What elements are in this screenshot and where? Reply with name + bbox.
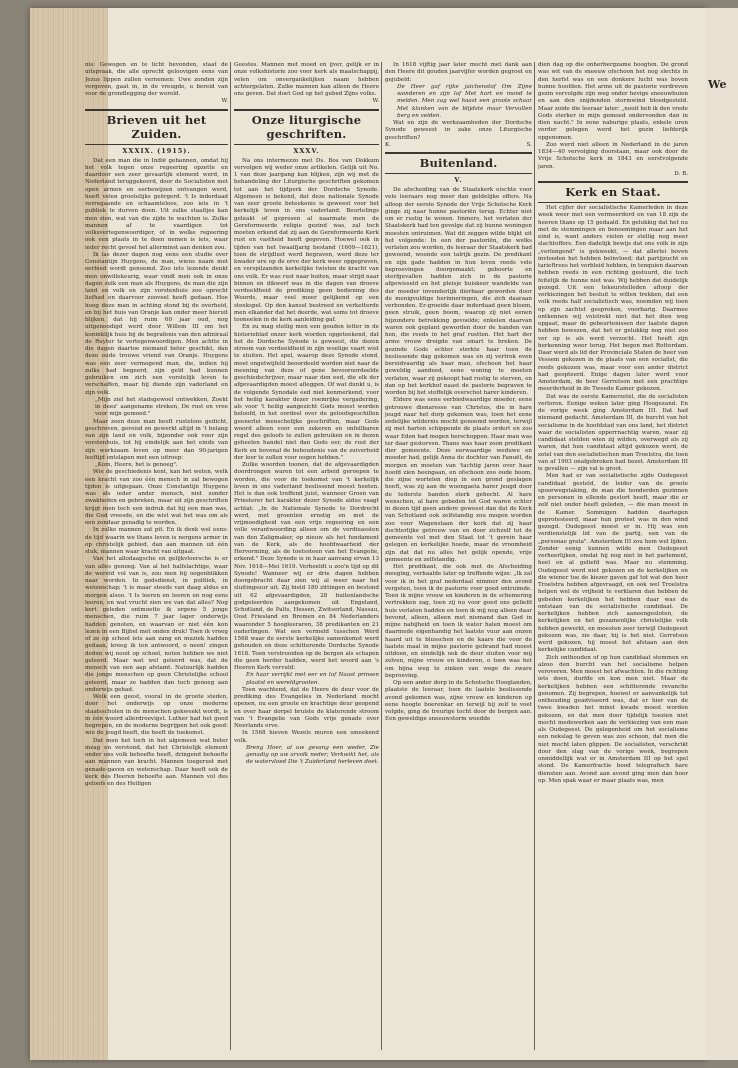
- signature: D. B.: [674, 170, 688, 177]
- section-subtitle: XXXV.: [293, 146, 320, 155]
- divider: [234, 109, 379, 111]
- paragraph: Men had er van socialistische zijde Oudegeest candidaat gesteld, de leider van de groote spoorwegstaking, de man die honderden gezinnen en personen in ellende gestort heeft, maar die er zelf niet onder heeft geleden, — die man moest in de Kamer. Sommigen hadden daartegen geprotesteerd, maar hun protest was in den wind gezegd. Oudegeest moest er in. Hij was een verdienstelijk lid van de partij, een van de „personae grata". Amsterdam III zou hem wel lijden. Zonder eenig kunnen wilde men Oudegeest verheerlijken, omdat hij nog niet in het parlement, heel en al geliefd was. Maar nu stemming. Oudegeest werd niet gekozen en de kerkelijken en die wiener toe de kiezer gaven gaf tot wat den heer Troelstra hebben afgevraagd, en ook wel Troelstra helpen wel de vrijheid te verklaren dan hebben de gebeden kerkelijken het hebben daar was de ontstaan van de socialistische candidaat. De kerkelijken hebben zich aaneengesloten, de kerkelijken en het gezamenlijke christelijke volk hebben gewerkt, en moesten zeer terwijl Oudegeest gekozen was, zie daar, hij is het niet. Gerretson werd gekozen, hij moest het afstaan aan den kerkelijke candidaat.: [538, 473, 688, 654]
- divider: [538, 202, 688, 203]
- divider: [234, 144, 379, 145]
- paragraph: Wie de geschiedenis kent, kan het weten, welk een kracht van zoo één mensch in zal bewogen tijden is uitgegaan. Onze Constantijn Huygens was als ieder ander mensch, niet zonder zwakheden en gebreken, maar uit zijn geschriften krijgt men toch een indruk dat hij een man was, die God vreesde, en die wist wat het was om als een zondaar genadig te worden.: [85, 469, 228, 526]
- signature: W.: [372, 98, 379, 105]
- column-rule: [381, 62, 382, 1050]
- divider: [85, 109, 228, 111]
- column-4: [538, 62, 688, 1050]
- signature: S.: [526, 141, 532, 148]
- paragraph: Maar zeen deze man heeft rusteloos gedicht, geschreven, gereisd en gewerkt altijd in 't belang van zijn land en volk, bijzonder ook voor zijn vorstenhuis, tot hij eindelijk aan het einde van zijn werkzaam leven op meer dan 90-jarigen leeftijd ontslapen met een uitroep:: [85, 418, 228, 461]
- paragraph: Zulke woorden toonen, dat de afgevaardigden doordrongen waren tot een arbeid geroepen te worden, die voor de toekomst van 't kerkelijk leven in ons vaderland beslissend moest heeten. Het is dan ook treffend juist, wanneer Groen van Prinsterer het karakter dezer Synode aldus vaagt achtat: „In de Nationale Synode te Dordrecht werd, met groenten ernstig en met de vrijmoedigheid van een vrije regeering en een volle verantwoording alleen om de verdieassten van den Zaligmaker, op nieuw als het fundament van de Kerk, als de hoofdwaarheid der Hervorming, als de toetssteen van het Evangelie, erkend." Deze Synode is in haar aanvang ervan 13 Nov. 1618—Mei 1619. Verbeeldt u zoo'n tijd op dit Synode! Wanneer wij er drie dagen hebben doorgebracht daar zien wij al weer naar het sluitingsuur uit. Zij hield 180 zittingen en bestond uit 62 afgevaardigden, 28 buitenlandsche godgeleerden aangekomen uit Engeland, Schotland, de Palts, Hessen, Zwitserland, Nassau, Oost Friesland en Bremen en 84 Nederlanders waaronder 5 hoogleeraren, 38 predikanten en 21 ouderlingen. Wat een vermeld tusschen Werd 1568 waar de eerste kerkelijke samenkomst werd gehouden en deze schitterende Dordsche Synode 1618. Toen verstrooiden op de bergen als schapen die geen herder hadden, werd het woord aan 's Heeren Kerk vervuld:: [234, 462, 379, 671]
- paragraph: Dat was de eerste Kamerzetel, die de socialisten verloren. Eenige weken later ging Hoogezand. En de vorige week ging Amsterdam III. Dat had niemand gedacht. Amsterdam III, de burcht van het socialisme in de hoofdstad van ons land, het district waar de socialisten opperrnachtig waren, waar zij candidaat stelden wien zij wilden, overwegd als zij waren, dat hun candidaat altijd gekozen werd, de zetel van den socialistischen man Troelstra, die toen van af 1903 onafgebroken had bezet. Amsterdam III is gevallen — zijn val is groot.: [538, 393, 688, 472]
- column-3: [385, 62, 532, 1050]
- signature-line: [385, 142, 532, 149]
- paragraph: En zu mag stellig men een gouden letter in de historieblad onzer kerk worden opgeteekend, dat het de Dordsche Synode is geweest, die dezen stroom van verdeeldheid in zijn woelige vaart wist te stuiten. Het spel, waarop deze Synode stond, moet ongetwijfeld beoordeeld worden niet naar de meening van deze of gene bevooroordeelde geschiedschrijver, maar naar den eed, die elk der afgevaardigden moest afleggen. Of wat dunkt u, is de volgende Synodale eed niet kenmerkend, voor het heilig karakter dezer roemrijke vergadering, als voor 't heilig aangezicht Gods moest worden beloofd, in het oordeel over de geloofsgeschillen geenerlei menschelijke geschriften, maar Gods woord alleen voor een zekeren en onfeilbaren regel des geloofs te zullen gebruiken en in dezen geheelen handel niet dan Gods eer, de rust der Kerk en bovenal de behoudenis van de zuiverheid der leer te zullen voor oogen hebben.": [234, 324, 379, 461]
- paragraph: nis: Gewogen en te licht bevonden, staat de uitspraak, die alle oprecht geloovigen eens van Jezus lippen zullen vernemen: Uwe zonden zijn vergeven, gaat in, in de vreugde, u bereid van voor de grondlegging der wereld.: [85, 62, 228, 97]
- paragraph: Dat een man die in Indië gebannen, omdat hij het volk tegen onze regeering opzette en daardoor een zeer gevaarlijk element werd, in Nederland teruggekeerd, door de Socialisten met open armen en eerbewijzen ontvangen werd, heeft velen grootelijks geërgerd. 't Is inderdaad verregaande en schaamteloos, zoo iets in 't publiek te durven doen. Uit zulke staaltjes kan men zien, wat van die zijde te wachten is. Zulke mannen af te vaardigen tot volksvertegenwoordiger, of in welke regeering ook een plaats in te doen nemen is iets, waar ieder recht gevoel het allerminst aan denken zou.: [85, 157, 228, 251]
- paragraph: Eldere was eene eerbiedwaardige moeder, eene getrouwe dienaresse van Christus, die in hare jeugd naar het dorp gekomen was, toen het eene zedelijke wildernis mocht genoemd worden, terwijl zij met harten schippende de plaats ordert en zoo waar Eden had mogen herschoppen. Haar man was ter daar gestorven. Thans was haar zoon predikant dier gemeente. Deze eerwaardige weduwe en moeder had, gelijk Anna de dochter van Fanuël, de morgen en moeten van 'tachtig jaren over haar hoofd zien heengaan, en ofschoon zoo oude boom, die zijne wortelen diep in een grond geslagen heeft, was zij aan de woongaeta harer jeugd door de tederste banden sterk gehecht. Al hare wenschen, al hare gebeden tot God waren echter in dezen tijd geen andere geweest dan dat de Kerk van Schotland ook zelfstandig zou mogen worden zoo voor Wagenstaan der kerk dat zij haar dochterlijke getrouw van en door zichzelf tot de gemeente vol met den Staat tot 't gerein haar gelegen en kerkelijke hoede, maar de vroomheid zijn dat dat nu alles het gelijk opende, vrije gemeente en zelfstandig.: [385, 397, 532, 563]
- adjacent-page-edge: [706, 8, 738, 1060]
- paragraph: Wat en zijn de werkzaamheden der Dordsche Synode geweest in zake onze Liturgische geschriften?: [385, 120, 532, 141]
- paragraph: In zulke mannen zat pit. En ik denk wel eens: de tijd waarin we thans leven is nergens armer in op christelijk gebied, dan aan mannen uit één stuk, mannen waar kracht van uitgaat.: [85, 527, 228, 555]
- signature: K.: [385, 141, 391, 148]
- section-title: Onze liturgische geschriften.: [251, 112, 362, 141]
- section-subtitle: V.: [454, 176, 463, 184]
- poem: En haar verrijkt met eer en lof Naast prinsen plaatst en wereldgrooten.: [246, 672, 379, 686]
- section-title: Kerk en Staat.: [565, 185, 661, 199]
- paragraph: Welk een geest, vooral in de groote steden, door het onderwijs op onze moderne staatsscholen in de menschen gekweekt wordt, is in één woord allerdroevigst. Luther had het goed begrepen, en de moderne begrijpen het ook goed: wie de jeugd heeft, die heeft de toekomst.: [85, 694, 228, 737]
- column-2: [234, 62, 379, 1050]
- paragraph: In 1618 vijftig jaar later mocht met dank aan den Heere dit gouden jaarvijfer worden gegroet en gejubeld:: [385, 62, 532, 83]
- paragraph: De afscheiding van de Staatskerk eischte voor vele leeraars nog meer dan geldelijke offers. Na afloop der eerste Synode der Vrije Schotsche Kerk ginge zij naar hunne pastoriën terug. Echter niet om er rustig te wonen. Immers, het verlaten der Staatskerk had ten gevolge dat zij hunne woningen moesten ontruimen. Wat dit zeggen wilde blijkt uit het volgende: In een der pastoriën, die welks verlaten zou worden, de leeraar der Staatskerk had gewoond, woonde een talrijk gezin. De predikant en zijn gade hadden in hun leven reeds vele beproevingen doorgemaakt; geboorte en sterfgevallen hadden zich in de pastorie afgewisseld en het pleisje huiskeer wandelde van der moeder invenderlijk dierbaar geworden door de menigvuldige herinneringen, die zich daaraan verbonden. Er-groeide daar inderdaad geen bloem, geen struik, geen boom, waarop zij niet eenen bijzondere betrekking gevoelde; enkelen daarvan waren ook geplant geworden door de handen van hen, die reeds in het graf rustten. Het hart der arme vrouw dreigde van smart te breken. De gezinde Gods echter sterkte haar toen de beslissende dag gekomen was en zij vertrok even bereidvaardig als haar man, ofschoon het haar geweldig aandeed, eene woning te moeten verlaten, waar zij gekoopt had rustig te sterven, en dan op het kerkhof naast de pastorie begraven te worden bij het stoffelijk overschot harer kinderen.: [385, 187, 532, 396]
- quote: „Mijn ziel het stadsgewoel ontwekken, Zoekt in deez' aangename streken, De rust en vree voor mijn gemoed.": [95, 396, 228, 418]
- poem: Breng Hoer, al uw gevang een weder, Zie genadig op uw arvolk neder; Verkwikt het, als de watervloed Die 't Zuiderland herleven doet.: [246, 744, 379, 766]
- divider: [538, 181, 688, 183]
- poem: De Heer gaf rijke jaichenstof Om Zijne wonderen en zijn lof Met hart en mond te meldsn. Men zag wel haast een groote schaar Met klanken van de blijdste maar Vervullen berg en velden.: [397, 83, 532, 119]
- quote: „Kom, Heere, het is genoeg".: [95, 462, 178, 468]
- paragraph: Ik las dezer dagen nog eens een studie over Constantijn Huygens, de man, wiens naam met eerbied wordt genoemd. Zoo iets lezende denkt men onwillekeurig, waar vindt men ook in onze dagen zulk een man als Huygens, de man die zijn land en volk en zijn vorstenhuis zoo oprecht liefhad en daarvoor zooveel heeft gedaan. Hoe hoog deze man in achting stond bij de overheid, en bij het huis van Oranje kan onder meer hieruit blijken, dat hij ruim 60 jaar oud, nog uitgenoodigd werd door Willem III om het koninklijk huis bij de begrafenis van den admiraal de Ruyter te vertegenwoordigen. Men achtte in die dagen daartoe niemand beter geschikt, dan deze oude trouwe vriend van Oranje. Huygens was een zeer vermogend man, die, indien hij zulks had begeerd, zijn geld had kunnen gebruiken om zich een vorstelijk leven te verschaffen, maar hij diende zijn vaderland en zijn volk.: [85, 251, 228, 396]
- column-rule: [230, 62, 231, 1050]
- paragraph: dien dag op die onherbergzame hoogten. De grond was wit van de sneeuw ofschoon het nog slechts in den herfst was en een donkere lucht was boven hunne hoofden. Het arme uit de pastorie verdreven gezin vervolgde zijn weg onder hevige sneeuwbuien en aan den snijdenden stormwind bloedgesteld. Maar zoide die leeraar later: „nooit heb ik den vrede Gods sterker in mijn gemoed ondervonden dan in dien nacht." In eene naburige plaats, enkele uren verder gelegen werd het gezin liefderijk opgenomen.: [538, 62, 688, 141]
- paragraph: Op een ander dorp in de Schotsche Hooglanden, plaatste de leeraar, toen de laatste beslissende avond gekomen was, zijne vrouw en kinderen op eene hoogte boerenkar en terwijl hij zelf te voet volgde, ging de treurige tocht door de bergen aan. Een geweldige sneeuwstorm woedde: [385, 680, 532, 723]
- paragraph: Van het allodaagsche en gelijkvloersche is er van alles genoeg. Van al het halfslachtige, waar de wereld vol van is, zou men bij oogenblikken naar worden. In godsdienst, in politiek, in wetenschap; 't is maar steeds van daag aldus en morgen alsoo. 't Is leeren en leeren en nog eens leeren, en wat vrucht zien we van dat alles? Nog kort geleden ontmoette ik ergens 5 jonge menschen, die ruim 7 jaar lager onderwijs hadden genoten, en waarvan er niet één kon lezen in een Bijbel met onden druk! Toen ik vroeg of ze op school iets aan zang en muziek hadden gedaan, kreeg ik ten antwoord, o neen! zingen deden wij nooit op school, noten hebben we niet geleerd. Maar wat wel geleerd was, dat de mensch van een aap afstamt. Natuurlijk hadden die jonge menschen op geen Christelijke school geleerd, maar ze hadden dan toch genoeg aan onderwijs gehad.: [85, 556, 228, 693]
- paragraph: Het cijfer der socialistische Kamerleden in deze week weer met een vermeerderd en van 18 zijn de heeren thans op 15 gedaald. En gelukkig dat het nu met de stemmingen en benoemingen maar aan het eind is, want anders vielen er stellig nog meer slachtoffers. Een dadelijk bewijs dat ons volk in zijn „verlengend" is gekweekt, — dat allerlei boven invloeden het hebben beïnvloed; dat partijzucht en tarieftrees het verbleid hebben, in tenquien daarvan hebben reeds in een richting gestuurd, die toch feitelijk de hunne niet was. Wij hebben dat duidelijk gezegd. Uit een tekeurstelleden afloop der verkiezingen het besluit te willen trekken, dat een volk reeds half socialistisch was, noemden wij toen op zijn zachtst gesproken, voorbarig. Daarmee ontkennen wij volstrekt niet dat het dien weg opgaat, maar de gebeurtenissen der laatste dagen hebben bewezen, dat het er gelukkig nog niet zoo ver op is als werd verzocht. Het heeft zijn herkenning weer terug. Het begon met Rotterdam. Daar werd als lid der Provinciale Staten de heer van Vessem gekozen in de plaats van een socialist, die reeds gekozen was, maar voor een ander district had geopteerd. Enige dagen later werd voor Amsterdam, de heer Gerretson met een prachtige meerderheid in de Tweede Kamer gekozen.: [538, 205, 688, 393]
- paragraph: In 1568 hieven Wezels muren een smeekend volk.: [234, 730, 379, 744]
- section-title: Brieven uit het Zuiden.: [106, 112, 207, 141]
- divider: [85, 144, 228, 145]
- paragraph: Na ons intermezzo met Ds. Bos van Dokkum vervolgen wij weder onze artikelen. Gelijk uit No. 1 van deze jaargang kan blijken, zijn wij met de behandeling der Liturgische geschriften gekomen tot aan het tijdperk der Dordsche Synode. Algemeen is bekend, dat deze nationale Synode van zeer groote beteekenis is geweest voor het kerkelijk leven in ons vaderland. Beurtelings geleakt of gepresen al naarmate men de Gereformeerde religie gezind was, zal toch moeten erkend dat zij aan de Gereformeerde Kerk rust en vastheid heeft gegeven. Hoewel ook in tijden van het twaalfjarig bestand (1609—1621), toen de strijdlust werd begraven, werd deze ter kwader ure op de erve der kerk weer opgegraven, en verspilzanden kerkelijke twisten de kracht van ons volk. Er was rust naar buiten, maar strijd naar binnen en dikwerf was in die dagen van droeve verdeeldheid de prediking geen bediening des Woords, maar veel meer gelijkend op een steekspel. Op den kansel bestreed en verketterde men elkander dat het deerde, wat soms tot droeve tooneelen in de kerk aanleiding gaf.: [234, 157, 379, 323]
- paragraph: Zoo werd niet alleen in Nederland in de jaren 1834—40 vervolging doorstaan, maar ook door de Vrije Schotsche kerk in 1843 en eerstvolgende jaren.: [538, 141, 688, 170]
- divider: [385, 173, 532, 174]
- section-subtitle: XXXIX. (1915).: [122, 146, 191, 155]
- section-title: Buitenland.: [419, 156, 498, 170]
- column-rule: [534, 62, 535, 1050]
- paragraph: Toen wachtend, dat de Heere de deur voor de prediking des Evangelies in Nederland mocht openen, nu een groote en krachtige deur geopend en over haar dorpel bruiste de klaterende stroom van 't Evangelie van Gods vrije genade over Neerlands erve.: [234, 686, 379, 729]
- adjacent-page-heading: We: [708, 78, 727, 91]
- column-1: [85, 62, 228, 1050]
- paragraph: Dat men het toch in het algemeen wat beter inzag en verstond, dat het Christelijk element onder ons volk behoefte heeft, dringend behoefte aan mannen van kracht. Mannen toegerust met genade-gaven en wetenschap. Daar heeft ook de kerk des Heeren behoefte aan. Mannen vol des geloofs en des Heiligen: [85, 737, 228, 787]
- paragraph: Geestes. Mannen met moed en ijver, gelijk er in onze volkshistorie zoo voor kerk als maatschappij, velen om onvergankelijken naam hebben achtergelaten. Zulke mannen kan alleen de Heere ons geven. Dat doet God op het gebed Zijns volks.: [234, 62, 379, 97]
- signature: W.: [221, 98, 228, 105]
- divider: [385, 152, 532, 154]
- paragraph: Het predikant, die ook met de Afscheiding meeging, verhaalde later op treffende wijze: „Ik zal voor ik in het graf nederdaal nimmer den avond vergeten, toen ik de pastorie voor goed ontruimde. Toen ik mijne vrouw en kinderen in de schemering vertrekken zag, toen zij nu voor goed ons geliefd huis verlaten hadden en toen ik mij nog alleen daar bevond, alleen, alleen met niemand dan God in mijne nabijheid en toen ik water halen moest om daarmede eigenhandig het laatste vuur aan onzen haard uit te blusschen en de kaars die voor de laatste maal in mijne pastorie gebrand had moest uitdoen, en eindelijk ook de deur sluiten voor mij zelven, mijne vrouw en kinderen, o toen was het om bijna weg te zinken van wege de zware beproeving.: [385, 564, 532, 679]
- paragraph: Zich onthouden of op hun candidaat stemmen en alzoo den burcht van het socialisme helpen veroveren. Men moest het afwachten. In die richting iets doen, durfde en kon men niet. Maar de kerkelijken hebben een schitterende revanche genomen. Zij begrepen, hoewel er aanvankelijk tot onthouding geadviseerd was, dat er hier van de twee kwaden het minst kwade moest worden gekozen, en dat men door tijdelijk toezien niet mocht medewerken aan de verkiezing van een man als Oudegeest. De gelegenheid om het socialisme een nekslag te geven was zoo schoon, dat men die niet mocht laten glippen. De socialisten, verschrikt door den slag van de vorige week, begrepen onmiddellijk wat er in Amsterdam III op het spel stond. De Kamerfractie bood telegrafisch hare diensten aan. Avond aan avond ging men dan hoor op. Men spak waar er maar plaats was, men: [538, 654, 688, 784]
